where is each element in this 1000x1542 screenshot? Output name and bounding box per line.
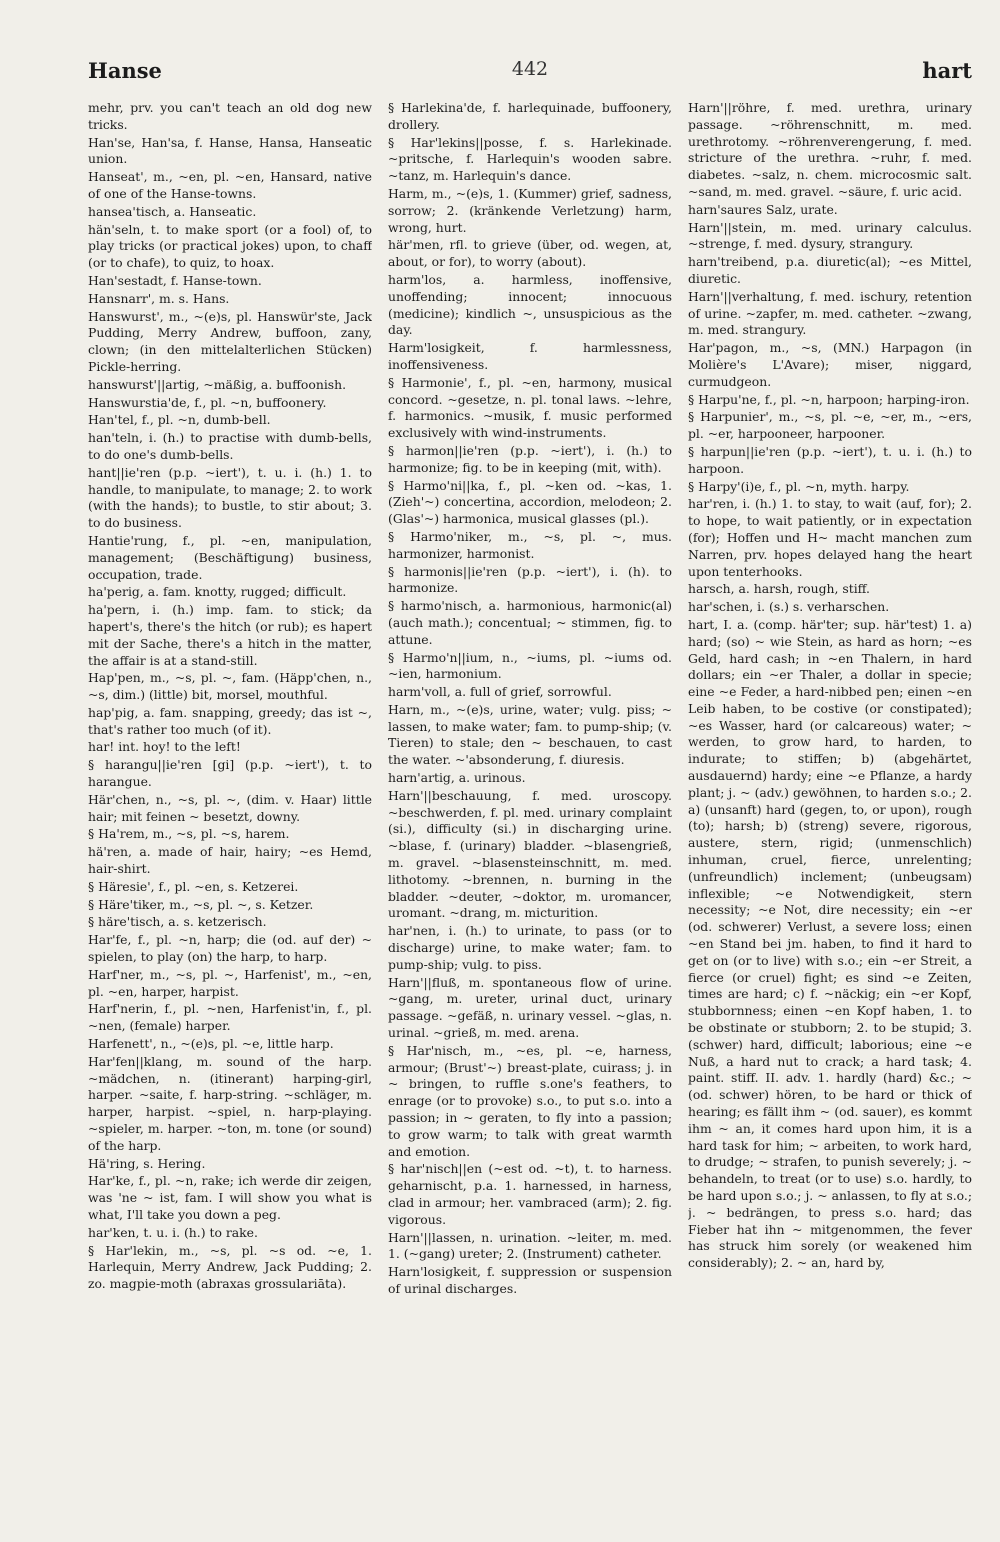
dictionary-entry: harn'treibend, p.a. diuretic(al); ~es Mittel, diuretic. <box>688 254 972 286</box>
dictionary-entry: hä'ren, a. made of hair, hairy; ~es Hemd, hair-shirt. <box>88 844 372 877</box>
dictionary-entry: ha'perig, a. fam. knotty, rugged; difficult. <box>88 584 347 600</box>
dictionary-entry: § harangu||ie'ren [gi] (p.p. ~iert'), t. to harangue. <box>88 757 372 790</box>
dictionary-entry: § Harpu'ne, f., pl. ~n, harpoon; harping-iron. <box>688 391 970 407</box>
dictionary-entry: Harfenett', n., ~(e)s, pl. ~e, little harp. <box>88 1036 334 1052</box>
dictionary-entry: § Ha'rem, m., ~s, pl. ~s, harem. <box>88 826 290 842</box>
column-middle <box>388 100 672 1480</box>
dictionary-entry: § Harpy'(i)e, f., pl. ~n, myth. harpy. <box>688 478 910 494</box>
dictionary-entry: Han'se, Han'sa, f. Hanse, Hansa, Hanseatic union. <box>88 134 372 167</box>
dictionary-entry: har'schen, i. (s.) s. verharschen. <box>688 599 890 615</box>
dictionary-entry: Harm, m., ~(e)s, 1. (Kummer) grief, sadness, sorrow; 2. (kränkende Verletzung) harm, wrong, hurt. <box>388 185 672 235</box>
page-number: 442 <box>511 58 549 80</box>
dictionary-entry: § harpun||ie'ren (p.p. ~iert'), t. u. i. (h.) to harpoon. <box>688 443 972 476</box>
dictionary-entry: Hap'pen, m., ~s, pl. ~, fam. (Häpp'chen, n., ~s, dim.) (little) bit, morsel, mouthful. <box>88 670 372 703</box>
dictionary-entry: § Harlekina'de, f. harlequinade, buffoonery, drollery. <box>388 100 672 132</box>
dictionary-entry: § harmonis||ie'ren (p.p. ~iert'), i. (h). to harmonize. <box>388 563 672 596</box>
dictionary-entry: Han'tel, f., pl. ~n, dumb-bell. <box>88 412 271 428</box>
dictionary-entry: § Häresie', f., pl. ~en, s. Ketzerei. <box>88 878 299 894</box>
dictionary-entry: han'teln, i. (h.) to practise with dumb-bells, to do one's dumb-bells. <box>88 430 372 462</box>
dictionary-entry: mehr, prv. you can't teach an old dog new tricks. <box>88 100 372 132</box>
dictionary-entry: § Har'nisch, m., ~es, pl. ~e, harness, armour; (Brust'~) breast-plate, cuirass; j. in ~ bringen, to ruffle s.one's feathers, to enrage (or to provoke) s.o., to put s.o. into a passion; in ~ geraten, to fly into a passion; to grow warm; to talk with great warmth and emotion. <box>388 1042 672 1159</box>
dictionary-entry: ha'pern, i. (h.) imp. fam. to stick; da hapert's, there's the hitch (or rub); es hapert mit der Sache, there's a hitch in the matter, the affair is at a stand-still. <box>88 602 372 668</box>
dictionary-entry: hanswurst'||artig, ~mäßig, a. buffoonish. <box>88 376 347 392</box>
dictionary-entry: harm'voll, a. full of grief, sorrowful. <box>388 684 612 700</box>
dictionary-entry: Har'fe, f., pl. ~n, harp; die (od. auf der) ~ spielen, to play (on) the harp, to harp. <box>88 932 372 965</box>
page-header <box>88 58 972 88</box>
dictionary-entry: Hanseat', m., ~en, pl. ~en, Hansard, native of one of the Hanse-towns. <box>88 169 372 201</box>
dictionary-entry: § harmon||ie'ren (p.p. ~iert'), i. (h.) to harmonize; fig. to be in keeping (mit, with). <box>388 442 672 475</box>
dictionary-entry: § Harmo'ni||ka, f., pl. ~ken od. ~kas, 1. (Zieh'~) concertina, accordion, melodeon; 2. (Glas'~) harmonica, musical glasses (pl.). <box>388 477 672 527</box>
dictionary-entry: hansea'tisch, a. Hanseatic. <box>88 203 257 219</box>
dictionary-entry: harn'saures Salz, urate. <box>688 201 838 217</box>
dictionary-entry: Harf'nerin, f., pl. ~nen, Harfenist'in, f., pl. ~nen, (female) harper. <box>88 1001 372 1034</box>
dictionary-entry: Harn'||stein, m. med. urinary calculus. ~strenge, f. med. dysury, strangury. <box>688 219 972 252</box>
dictionary-entry: Hansnarr', m. s. Hans. <box>88 290 230 306</box>
dictionary-entry: Harf'ner, m., ~s, pl. ~, Harfenist', m., ~en, pl. ~en, harper, harpist. <box>88 966 372 999</box>
dictionary-entry: Han'sestadt, f. Hanse-town. <box>88 272 262 288</box>
dictionary-entry: Harn'losigkeit, f. suppression or suspension of urinal discharges. <box>388 1264 672 1296</box>
dictionary-entry: § häre'tisch, a. s. ketzerisch. <box>88 914 267 930</box>
dictionary-entry: hän'seln, t. to make sport (or a fool) of, to play tricks (or practical jokes) upon, to chaff (or to chafe), to quiz, to hoax. <box>88 221 372 271</box>
dictionary-entry: § har'nisch||en (~est od. ~t), t. to harness. geharnischt, p.a. 1. harnessed, in harness, clad in armour; her. vambraced (arm); 2. fig. vigorous. <box>388 1161 672 1227</box>
dictionary-entry: Harn'||lassen, n. urination. ~leiter, m. med. 1. (~gang) ureter; 2. (Instrument) catheter. <box>388 1229 672 1262</box>
dictionary-entry: har'ren, i. (h.) 1. to stay, to wait (auf, for); 2. to hope, to wait patiently, or in expectation (for); Hoffen und H~ macht manchen zum Narren, prv. hopes delayed hang the heart upon tenterhooks. <box>688 496 972 579</box>
dictionary-entry: Harn'||beschauung, f. med. uroscopy. ~beschwerden, f. pl. med. urinary complaint (si.), difficulty (si.) in discharging urine. ~blase, f. (urinary) bladder. ~blasengrieß, m. gravel. ~blasensteinschnitt, m. med. lithotomy. ~brennen, n. burning in the bladder. ~deuter, ~doktor, m. uromancer, uromant. ~drang, m. micturition. <box>388 787 672 921</box>
dictionary-entry: hant||ie'ren (p.p. ~iert'), t. u. i. (h.) 1. to handle, to manipulate, to manage; 2. to work (with the hands); to bustle, to stir about; 3. to do business. <box>88 464 372 531</box>
dictionary-entry: § Har'lekin, m., ~s, pl. ~s od. ~e, 1. Harlequin, Merry Andrew, Jack Pudding; 2. zo. magpie-moth (abraxas grossulariāta). <box>88 1242 372 1292</box>
dictionary-entry: hap'pig, a. fam. snapping, greedy; das ist ~, that's rather too much (of it). <box>88 704 372 737</box>
guide-word-right: hart <box>922 58 972 83</box>
dictionary-entry: § Häre'tiker, m., ~s, pl. ~, s. Ketzer. <box>88 896 314 912</box>
dictionary-entry: § Harmo'n||ium, n., ~iums, pl. ~iums od. ~ien, harmonium. <box>388 649 672 682</box>
column-right <box>688 100 972 1480</box>
dictionary-entry: har! int. hoy! to the left! <box>88 739 241 755</box>
dictionary-entry: Hantie'rung, f., pl. ~en, manipulation, management; (Beschäftigung) business, occupation, trade. <box>88 532 372 582</box>
dictionary-entry: Här'chen, n., ~s, pl. ~, (dim. v. Haar) little hair; mit feinen ~ besetzt, downy. <box>88 791 372 824</box>
dictionary-entry: Har'fen||klang, m. sound of the harp. ~mädchen, n. (itinerant) harping-girl, harper. ~saite, f. harp-string. ~schläger, m. harper, harpist. ~spiel, n. harp-playing. ~spieler, m. harper. ~ton, m. tone (or sound) of the harp. <box>88 1053 372 1153</box>
dictionary-entry: hart, I. a. (comp. här'ter; sup. här'test) 1. a) hard; (so) ~ wie Stein, as hard as horn; ~es Geld, hard cash; in ~en Thalern, in hard dollars; ein ~er Thaler, a dollar in specie; eine ~e Feder, a hard-nibbed pen; einen ~en Leib haben, to be costive (or constipated); ~es Wasser, hard (or calcareous) water; ~ werden, to grow hard, to harden, to indurate; to stiffen; b) (abgehärtet, ausdauernd) hardy; eine ~e Pflanze, a hardy plant; j. ~ (adv.) gewöhnen, to harden s.o.; 2. a) (unsanft) hard (gegen, to, or upon), rough (to); harsh; b) (streng) severe, rigorous, austere, stern, rigid; (unmenschlich) inhuman, cruel, fierce, unrelenting; (unfreundlich) inclement; (unbeugsam) inflexible; ~e Notwendigkeit, stern necessity; ~e Not, dire necessity; ein ~er (od. schwerer) Verlust, a severe loss; einen ~en Stand bei jm. haben, to find it hard to get on (or to live) with s.o.; ein ~er Streit, a fierce (or cruel) fight; es sind ~e Zeiten, times are hard; c) f. ~näckig; ein ~er Kopf, stubbornness; einen ~en Kopf haben, 1. to be obstinate or stubborn; 2. to be stupid; 3. (schwer) hard, difficult; laborious; eine ~e Nuß, a hard nut to crack; a hard task; 4. paint. stiff. II. adv. 1. hardly (hard) &c.; ~ (od. schwer) hören, to be hard or thick of hearing; es fällt ihm ~ (od. sauer), es kommt ihm ~ an, it comes hard upon him, it is a hard task for him; ~ arbeiten, to work hard, to drudge; ~ strafen, to punish severely; j. ~ behandeln, to treat (or to use) s.o. hardly, to be hard upon s.o.; j. ~ anlassen, to fly at s.o.; j. ~ bedrängen, to press s.o. hard; das Fieber hat ihn ~ mitgenommen, the fever has struck him sorely (or weakened him considerably); 2. ~ an, hard by, <box>688 616 972 1271</box>
dictionary-entry: harm'los, a. harmless, inoffensive, unoffending; innocent; innocuous (medicine); kindlich ~, unsuspicious as the day. <box>388 271 672 338</box>
guide-word-left: Hanse <box>88 58 162 83</box>
dictionary-entry: Harn'||röhre, f. med. urethra, urinary passage. ~röhrenschnitt, m. med. urethrotomy. ~röhrenverengerung, f. med. stricture of the urethra. ~ruhr, f. med. diabetes. ~salz, n. chem. microcosmic salt. ~sand, m. med. gravel. ~säure, f. uric acid. <box>688 100 972 199</box>
dictionary-entry: Har'pagon, m., ~s, (MN.) Harpagon (in Molière's L'Avare); miser, niggard, curmudgeon. <box>688 340 972 389</box>
dictionary-page-body <box>88 100 972 1480</box>
dictionary-entry: Hanswurst', m., ~(e)s, pl. Hanswür'ste, Jack Pudding, Merry Andrew, buffoon, zany, clown; (in den mittelalterlichen Stücken) Pickle-herring. <box>88 308 372 374</box>
dictionary-entry: Harm'losigkeit, f. harmlessness, inoffensiveness. <box>388 340 672 372</box>
dictionary-entry: harsch, a. harsh, rough, stiff. <box>688 581 870 597</box>
dictionary-entry: § Harpunier', m., ~s, pl. ~e, ~er, m., ~ers, pl. ~er, harpooneer, harpooner. <box>688 409 972 442</box>
dictionary-entry: Harn, m., ~(e)s, urine, water; vulg. piss; ~ lassen, to make water; fam. to pump-ship; (v. Tieren) to stale; den ~ beschauen, to cast the water. ~'absonderung, f. diuresis. <box>388 701 672 768</box>
dictionary-entry: § Harmonie', f., pl. ~en, harmony, musical concord. ~gesetze, n. pl. tonal laws. ~lehre, f. harmonics. ~musik, f. music performed exclusively with wind-instruments. <box>388 374 672 441</box>
dictionary-entry: Hä'ring, s. Hering. <box>88 1155 206 1171</box>
dictionary-entry: här'men, rfl. to grieve (über, od. wegen, at, about, or for), to worry (about). <box>388 237 672 270</box>
dictionary-entry: harn'artig, a. urinous. <box>388 770 526 786</box>
dictionary-entry: § harmo'nisch, a. harmonious, harmonic(al) (auch math.); concentual; ~ stimmen, fig. to attune. <box>388 598 672 647</box>
dictionary-entry: Harn'||verhaltung, f. med. ischury, retention of urine. ~zapfer, m. med. catheter. ~zwang, m. med. strangury. <box>688 288 972 338</box>
dictionary-entry: § Har'lekins||posse, f. s. Harlekinade. ~pritsche, f. Harlequin's wooden sabre. ~tanz, m. Harlequin's dance. <box>388 134 672 184</box>
dictionary-entry: Har'ke, f., pl. ~n, rake; ich werde dir zeigen, was 'ne ~ ist, fam. I will show you what is what, I'll take you down a peg. <box>88 1173 372 1222</box>
column-left <box>88 100 372 1480</box>
dictionary-entry: § Harmo'niker, m., ~s, pl. ~, mus. harmonizer, harmonist. <box>388 528 672 561</box>
dictionary-entry: har'nen, i. (h.) to urinate, to pass (or to discharge) urine, to make water; fam. to pump-ship; vulg. to piss. <box>388 923 672 972</box>
dictionary-entry: Hanswurstia'de, f., pl. ~n, buffoonery. <box>88 394 327 410</box>
dictionary-entry: har'ken, t. u. i. (h.) to rake. <box>88 1224 258 1240</box>
dictionary-entry: Harn'||fluß, m. spontaneous flow of urine. ~gang, m. ureter, urinal duct, urinary passage. ~gefäß, n. urinary vessel. ~glas, n. urinal. ~grieß, m. med. arena. <box>388 974 672 1041</box>
